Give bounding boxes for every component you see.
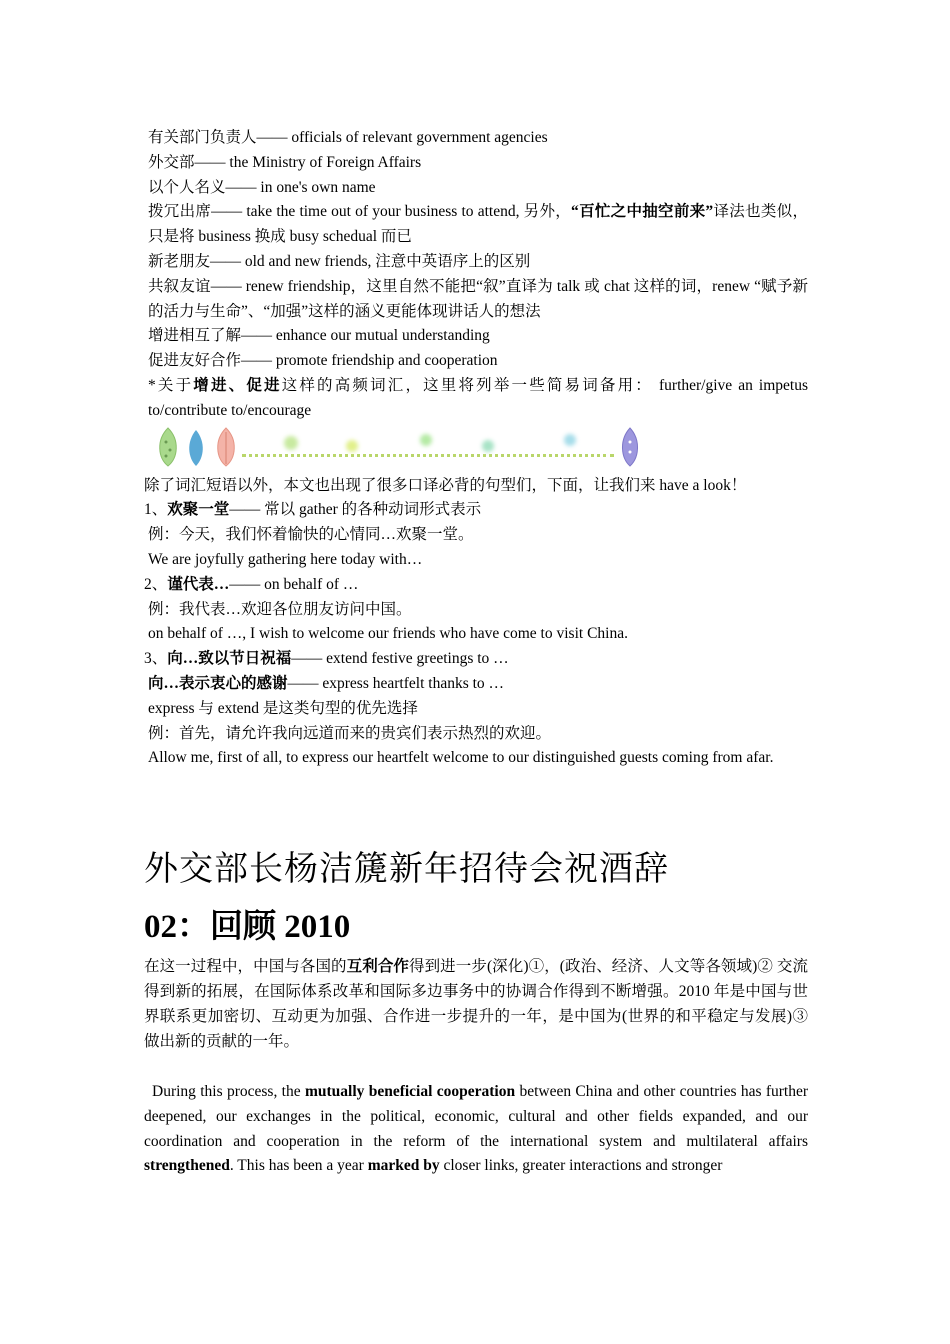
- example-cn: 例：我代表…欢迎各位朋友访问中国。: [148, 600, 412, 618]
- green-leaf-icon: [156, 426, 180, 468]
- example-en: We are joyfully gathering here today with…: [148, 550, 423, 568]
- sparkle-icon: [564, 434, 576, 446]
- purple-leaf-icon: [619, 426, 641, 468]
- pattern-note: express 与 extend 是这类句型的优先选择: [148, 699, 418, 717]
- vocab-line: 增进相互了解—— enhance our mutual understanding: [148, 327, 490, 345]
- dotted-line: [242, 454, 614, 457]
- vocab-line: 新老朋友—— old and new friends, 注意中英语序上的区别: [148, 252, 531, 270]
- vocab-line: 外交部—— the Ministry of Foreign Affairs: [148, 153, 422, 171]
- example-cn: 例：首先，请允许我向远道而来的贵宾们表示热烈的欢迎。: [148, 724, 552, 742]
- vocab-line: 以个人名义—— in one's own name: [148, 178, 376, 196]
- sparkle-icon: [482, 440, 494, 452]
- vocab-line: 拨冗出席—— take the time out of your business to attend, 另外，“百忙之中抽空前来”译法也类似，只是将 business 换成 busy schedual 而已: [148, 203, 808, 246]
- document-page: [144, 126, 808, 1179]
- sentence-intro: 除了词汇短语以外，本文也出现了很多口译必背的句型们，下面，让我们来 have a look！: [144, 476, 747, 494]
- example-en: on behalf of …, I wish to welcome our friends who have come to visit China.: [148, 625, 628, 643]
- section-title: 02：回顾 2010: [144, 909, 351, 946]
- chinese-paragraph: 在这一过程中，中国与各国的互利合作得到进一步(深化)①，(政治、经济、人文等各领域)② 交流得到新的拓展，在国际体系改革和国际多边事务中的协调合作得到不断增强。2010 年是中国与世界联系更加密切、互动更为加强、合作进一步提升的一年，是中国为(世界的和平稳定与发展)③ 做出新的贡献的一年。: [144, 958, 808, 1050]
- pattern-heading: 1、欢聚一堂—— 常以 gather 的各种动词形式表示: [144, 501, 482, 519]
- example-cn: 例：今天，我们怀着愉快的心情同…欢聚一堂。: [148, 526, 474, 544]
- example-en: Allow me, first of all, to express our heartfelt welcome to our distinguished guests coming from afar.: [148, 749, 774, 767]
- vocab-line: 有关部门负责人—— officials of relevant government agencies: [148, 129, 548, 146]
- vocab-line: 共叙友谊—— renew friendship，这里自然不能把“叙”直译为 talk 或 chat 这样的词，renew “赋予新的活力与生命”、“加强”这样的涵义更能体现讲话人的想法: [148, 277, 808, 320]
- pink-leaf-icon: [214, 426, 238, 468]
- vocab-note: *关于增进、促进这样的高频词汇，这里将列举一些简易词备用： further/give an impetus to/contribute to/encourage: [148, 376, 808, 419]
- english-paragraph: During this process, the mutually beneficial cooperation between China and other countries has further deepened, our exchanges in the political, economic, cultural and other fields expanded, and our coordination and cooperation in the reform of the international system and multilateral affairs strengthened. This has been a year marked by closer links, greater interactions and stronger: [144, 1082, 808, 1175]
- article-title: 外交部长杨洁篪新年招待会祝酒辞: [144, 849, 669, 890]
- pattern-heading: 2、谨代表…—— on behalf of …: [144, 575, 359, 593]
- decorative-divider: [144, 424, 808, 474]
- spacer: [144, 771, 808, 847]
- sparkle-icon: [346, 440, 358, 452]
- pattern-heading: 3、向…致以节日祝福—— extend festive greetings to …: [144, 650, 509, 668]
- sparkle-icon: [420, 434, 432, 446]
- sparkle-icon: [284, 436, 298, 450]
- vocab-line: 促进友好合作—— promote friendship and cooperation: [148, 352, 498, 370]
- pattern-heading: 向…表示衷心的感谢—— express heartfelt thanks to …: [148, 674, 505, 692]
- blue-leaf-icon: [186, 426, 206, 468]
